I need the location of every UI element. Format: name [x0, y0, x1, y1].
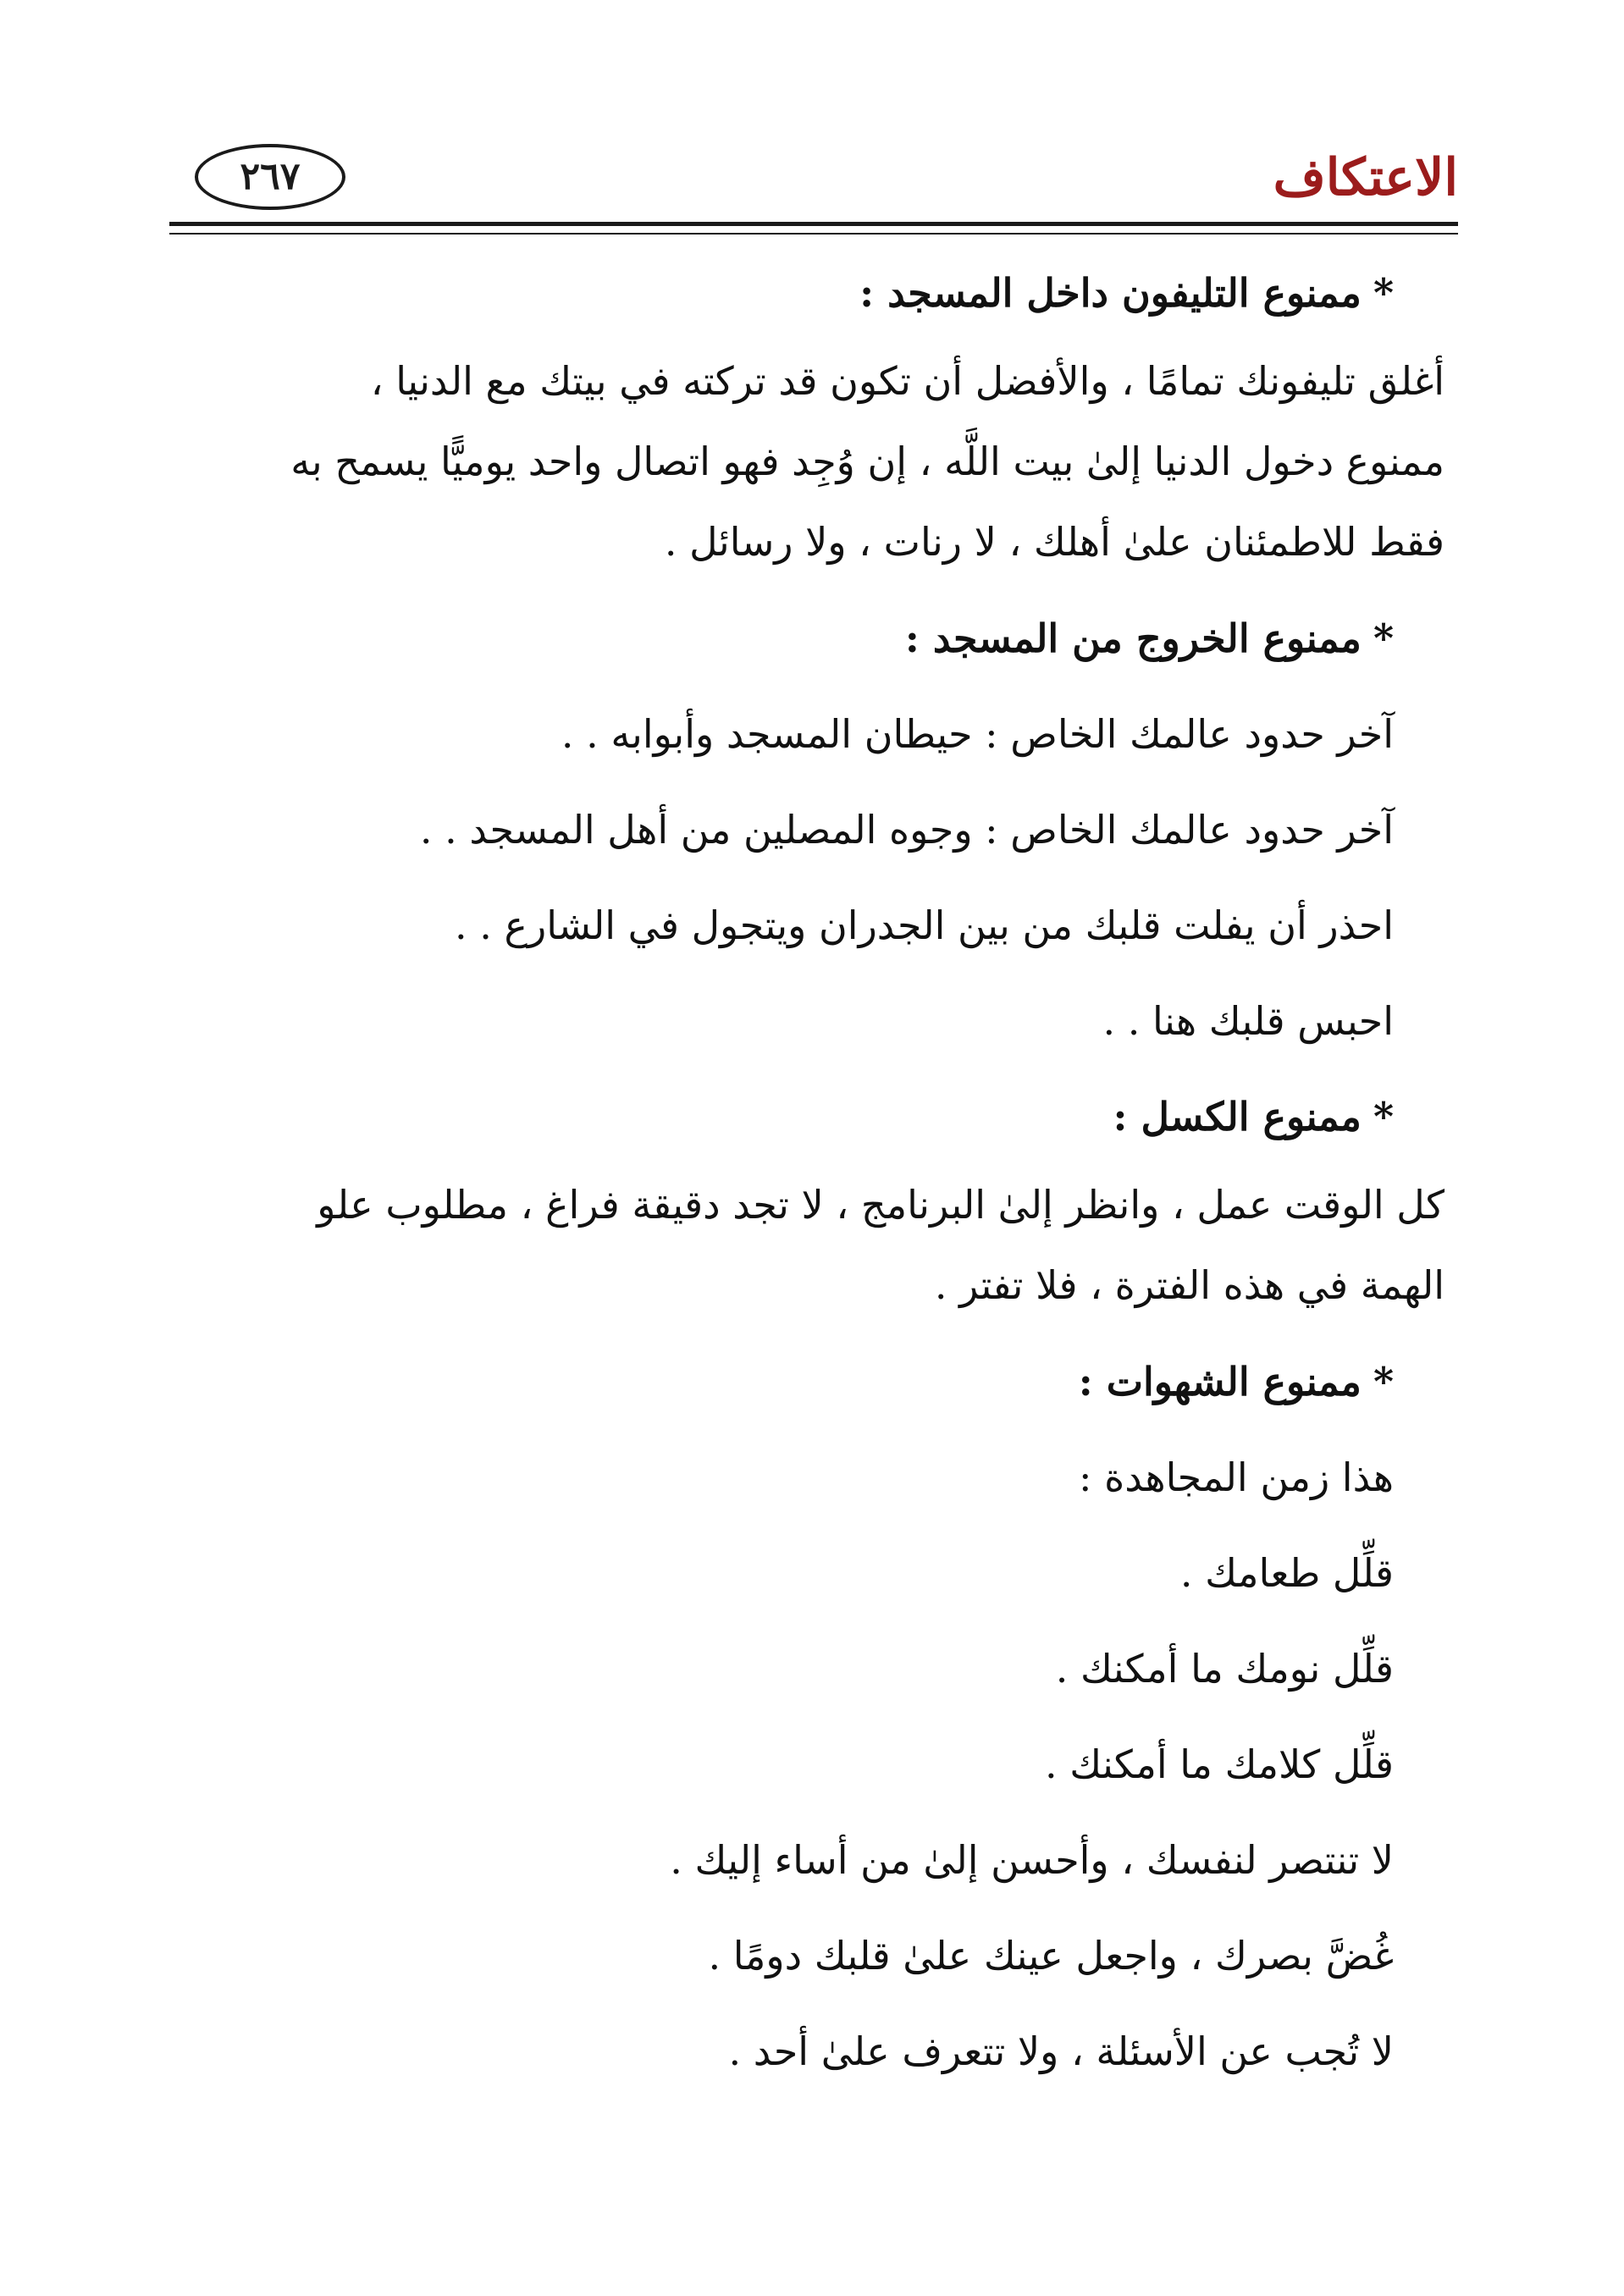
chapter-title: الاعتكاف	[1273, 148, 1458, 207]
header-rule-thin	[169, 233, 1458, 235]
paragraph-line: قلِّل نومك ما أمكنك .	[1055, 1646, 1394, 1692]
paragraph-line: قلِّل طعامك .	[1179, 1550, 1394, 1596]
header-rule-thick	[169, 222, 1458, 226]
paragraph-line: الهمة في هذه الفترة ، فلا تفتر .	[934, 1262, 1444, 1308]
paragraph-line: احبس قلبك هنا . .	[1102, 998, 1394, 1044]
paragraph-line: ممنوع دخول الدنيا إلىٰ بيت اللَّه ، إن وُجِد فهو اتصال واحد يوميًّا يسمح به	[290, 439, 1444, 484]
paragraph-line: قلِّل كلامك ما أمكنك .	[1044, 1741, 1394, 1787]
paragraph-line: غُضَّ بصرك ، واجعل عينك علىٰ قلبك دومًا .	[708, 1933, 1394, 1979]
section-heading-desires: *ممنوع الشهوات :	[1078, 1359, 1394, 1405]
paragraph-line: لا تنتصر لنفسك ، وأحسن إلىٰ من أساء إليك .	[670, 1837, 1394, 1883]
bullet-star-icon: *	[1373, 1359, 1394, 1405]
section-heading-phone: *ممنوع التليفون داخل المسجد :	[859, 270, 1394, 316]
page-number: ٢٦٧	[240, 155, 301, 198]
bullet-star-icon: *	[1373, 270, 1394, 316]
page-number-badge	[195, 144, 345, 210]
paragraph-line: آخر حدود عالمك الخاص : حيطان المسجد وأبوابه . .	[561, 711, 1394, 757]
page-body	[181, 246, 1444, 2100]
paragraph-line: آخر حدود عالمك الخاص : وجوه المصلين من أهل المسجد . .	[419, 807, 1394, 853]
paragraph-line: لا تُجب عن الأسئلة ، ولا تتعرف علىٰ أحد .	[728, 2028, 1394, 2074]
paragraph-line: فقط للاطمئنان علىٰ أهلك ، لا رنات ، ولا رسائل .	[664, 519, 1444, 565]
section-heading-laziness: *ممنوع الكسل :	[1113, 1094, 1394, 1140]
paragraph-line: أغلق تليفونك تمامًا ، والأفضل أن تكون قد تركته في بيتك مع الدنيا ،	[370, 358, 1444, 404]
bullet-star-icon: *	[1373, 615, 1394, 661]
paragraph-line: كل الوقت عمل ، وانظر إلىٰ البرنامج ، لا تجد دقيقة فراغ ، مطلوب علو	[317, 1182, 1444, 1228]
paragraph-line: احذر أن يفلت قلبك من بين الجدران ويتجول في الشارع . .	[455, 902, 1394, 948]
section-heading-leaving: *ممنوع الخروج من المسجد :	[904, 615, 1394, 661]
paragraph-line: هذا زمن المجاهدة :	[1078, 1454, 1394, 1500]
bullet-star-icon: *	[1373, 1094, 1394, 1140]
page-header	[169, 135, 1458, 229]
